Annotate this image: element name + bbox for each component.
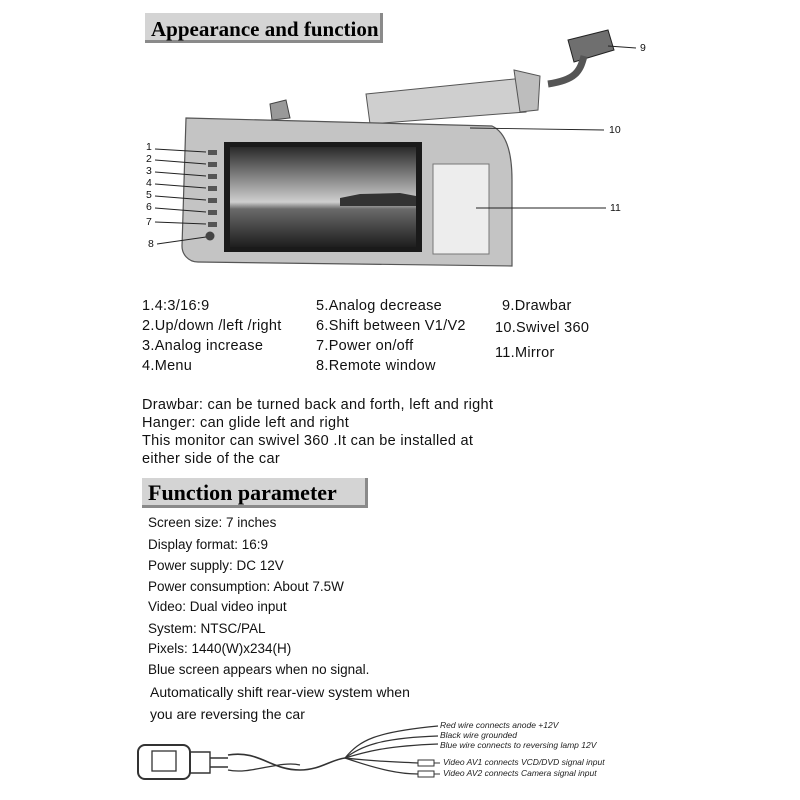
legend-item: 7.Power on/off [316, 338, 414, 354]
description-line: Drawbar: can be turned back and forth, left and right [142, 397, 494, 413]
wire-label-av2: Video AV2 connects Camera signal input [443, 768, 597, 778]
parameter-line: Pixels: 1440(W)x234(H) [148, 641, 292, 656]
parameter-line: you are reversing the car [150, 706, 305, 722]
parameter-line: Automatically shift rear-view system when [150, 684, 410, 700]
label-8: 8 [148, 238, 154, 250]
label-4: 4 [146, 177, 152, 189]
legend-item: 3.Analog increase [142, 338, 264, 354]
legend-item: 1.4:3/16:9 [142, 298, 210, 314]
swivel-arm [366, 78, 526, 124]
label-5: 5 [146, 189, 152, 201]
legend-item: 4.Menu [142, 358, 193, 374]
cable-illustration [138, 726, 440, 779]
callout-10: 10 [609, 124, 621, 136]
legend-item: 2.Up/down /left /right [142, 318, 282, 334]
legend-item: 5.Analog decrease [316, 298, 443, 314]
wire-label-blue: Blue wire connects to reversing lamp 12V [440, 740, 597, 750]
description-line: This monitor can swivel 360 .It can be installed at [142, 433, 474, 449]
parameter-line: Screen size: 7 inches [148, 515, 277, 530]
mirror [433, 164, 489, 254]
wire-label-av1: Video AV1 connects VCD/DVD signal input [443, 757, 605, 767]
section-title-appearance: Appearance and function [145, 13, 383, 43]
legend-item: 10.Swivel 360 [495, 320, 590, 336]
parameter-line: System: NTSC/PAL [148, 621, 266, 636]
parameter-line: Power supply: DC 12V [148, 558, 284, 573]
label-1: 1 [146, 141, 152, 153]
label-7: 7 [146, 216, 152, 228]
remote-window [206, 232, 215, 241]
parameter-line: Blue screen appears when no signal. [148, 662, 370, 677]
legend-item: 9.Drawbar [502, 298, 572, 314]
wire-label-red: Red wire connects anode +12V [440, 720, 559, 730]
legend-item: 11.Mirror [495, 345, 555, 361]
parameter-line: Video: Dual video input [148, 599, 287, 614]
label-2: 2 [146, 153, 152, 165]
legend-item: 8.Remote window [316, 358, 436, 374]
parameter-line: Display format: 16:9 [148, 537, 269, 552]
callout-11: 11 [610, 202, 621, 214]
description-line: Hanger: can glide left and right [142, 415, 350, 431]
legend-item: 6.Shift between V1/V2 [316, 318, 466, 334]
description-line: either side of the car [142, 451, 280, 467]
label-6: 6 [146, 201, 152, 213]
parameter-line: Power consumption: About 7.5W [148, 579, 344, 594]
callout-9: 9 [640, 42, 646, 54]
wire-label-black: Black wire grounded [440, 730, 518, 740]
section-title-function-parameter: Function parameter [142, 478, 368, 508]
mount-bracket [568, 30, 614, 62]
label-3: 3 [146, 165, 152, 177]
